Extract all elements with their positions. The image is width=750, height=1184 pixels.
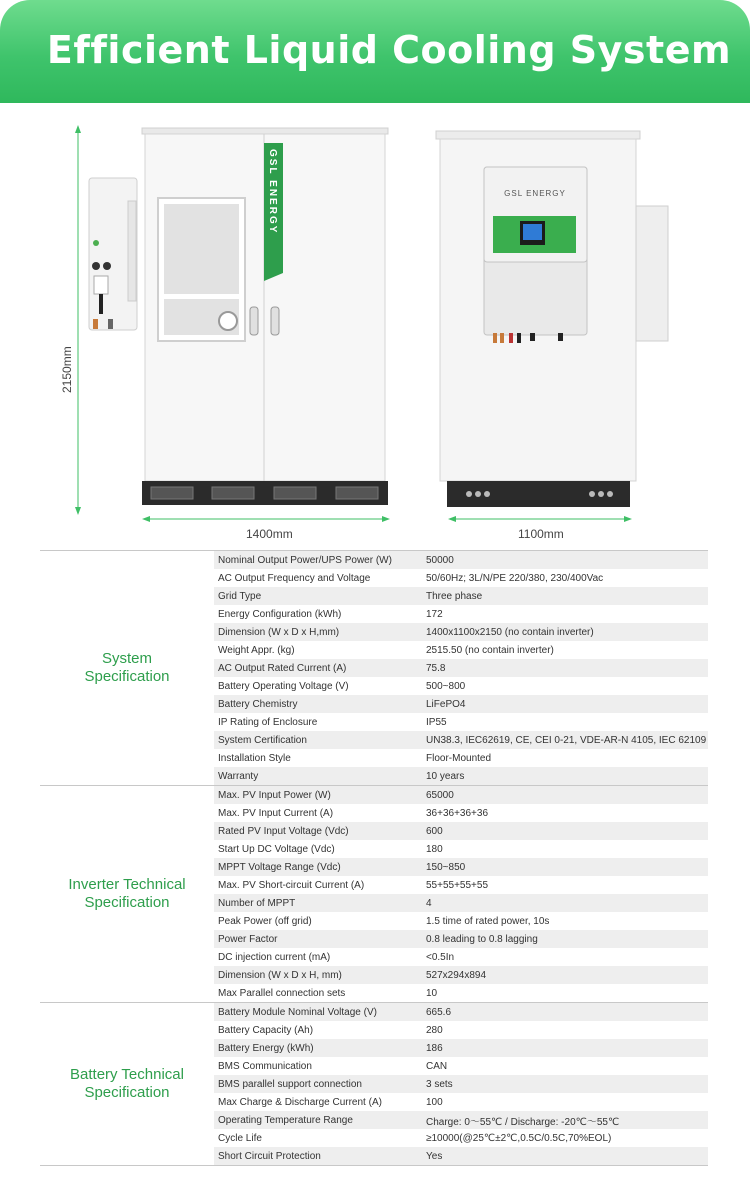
spec-value: Charge: 0～55℃ / Discharge: -20℃～55℃	[426, 1116, 620, 1128]
spec-value: 36+36+36+36	[426, 807, 489, 819]
spec-key: MPPT Voltage Range (Vdc)	[218, 861, 341, 873]
spec-value: 10	[426, 987, 438, 999]
spec-key: BMS Communication	[218, 1060, 312, 1072]
spec-value: Floor-Mounted	[426, 752, 492, 764]
right-cabinet	[436, 131, 668, 507]
spec-row	[214, 569, 708, 587]
width-dimension-label-right: 1100mm	[518, 527, 564, 541]
header-banner	[0, 0, 750, 103]
spec-key: IP Rating of Enclosure	[218, 716, 318, 728]
spec-value: 0.8 leading to 0.8 lagging	[426, 933, 538, 945]
spec-key: DC injection current (mA)	[218, 951, 331, 963]
spec-row	[214, 749, 708, 767]
spec-key: Max. PV Short-circuit Current (A)	[218, 879, 365, 891]
spec-row	[214, 984, 708, 1002]
spec-key: Max Charge & Discharge Current (A)	[218, 1096, 382, 1108]
spec-value: 172	[426, 608, 443, 620]
spec-row	[214, 731, 708, 749]
spec-key: Power Factor	[218, 933, 278, 945]
spec-value: Yes	[426, 1150, 443, 1162]
spec-row	[214, 713, 708, 731]
spec-key: Warranty	[218, 770, 259, 782]
spec-key: Start Up DC Voltage (Vdc)	[218, 843, 335, 855]
spec-row	[214, 840, 708, 858]
spec-value: 280	[426, 1024, 443, 1036]
spec-section-title	[40, 1003, 214, 1165]
spec-section-title	[40, 786, 214, 1002]
spec-key: Dimension (W x D x H,mm)	[218, 626, 340, 638]
spec-key: Peak Power (off grid)	[218, 915, 312, 927]
section-title-line: Specification	[84, 1084, 170, 1101]
spec-row	[214, 966, 708, 984]
spec-value: LiFePO4	[426, 698, 466, 710]
section-title-line: Specification	[84, 894, 170, 911]
spec-row	[214, 659, 708, 677]
spec-value: 150~850	[426, 861, 466, 873]
spec-row	[214, 767, 708, 785]
spec-key: AC Output Frequency and Voltage	[218, 572, 371, 584]
spec-row	[214, 551, 708, 569]
spec-row	[214, 786, 708, 804]
spec-key: Grid Type	[218, 590, 262, 602]
spec-key: Nominal Output Power/UPS Power (W)	[218, 554, 392, 566]
spec-row	[214, 858, 708, 876]
spec-key: Battery Energy (kWh)	[218, 1042, 314, 1054]
spec-value: 100	[426, 1096, 443, 1108]
spec-row	[214, 1039, 708, 1057]
spec-row	[214, 1075, 708, 1093]
spec-key: Dimension (W x D x H, mm)	[218, 969, 342, 981]
spec-row	[214, 587, 708, 605]
spec-key: Battery Operating Voltage (V)	[218, 680, 349, 692]
width-dimension-line-right	[448, 516, 632, 522]
spec-value: 4	[426, 897, 432, 909]
spec-value: ≥10000(@25℃±2℃,0.5C/0.5C,70%EOL)	[426, 1132, 612, 1144]
spec-row	[214, 1021, 708, 1039]
spec-value: CAN	[426, 1060, 448, 1072]
side-electrical-box	[89, 178, 137, 330]
spec-table	[40, 550, 708, 1166]
spec-row	[214, 1093, 708, 1111]
spec-row	[214, 912, 708, 930]
section-title-line: Inverter Technical	[68, 876, 186, 893]
product-drawing	[0, 103, 750, 550]
section-title-line: Battery Technical	[70, 1066, 184, 1083]
spec-value: 600	[426, 825, 443, 837]
spec-key: Number of MPPT	[218, 897, 296, 909]
spec-key: Installation Style	[218, 752, 291, 764]
spec-row	[214, 1147, 708, 1165]
spec-value: 500~800	[426, 680, 466, 692]
spec-row	[214, 1057, 708, 1075]
spec-value: 10 years	[426, 770, 465, 782]
spec-key: Battery Chemistry	[218, 698, 298, 710]
spec-row	[214, 894, 708, 912]
width-dimension-line-left	[142, 516, 390, 522]
spec-value: UN38.3, IEC62619, CE, CEI 0-21, VDE-AR-N 4105, IEC 62109	[426, 734, 707, 746]
spec-key: System Certification	[218, 734, 307, 746]
spec-key: Max. PV Input Power (W)	[218, 789, 331, 801]
spec-row	[214, 930, 708, 948]
spec-row	[214, 1129, 708, 1147]
spec-key: Cycle Life	[218, 1132, 262, 1144]
spec-row	[214, 1003, 708, 1021]
spec-value: 1.5 time of rated power, 10s	[426, 915, 550, 927]
spec-row	[214, 677, 708, 695]
spec-value: 75.8	[426, 662, 446, 674]
spec-value: 3 sets	[426, 1078, 453, 1090]
spec-value: 527x294x894	[426, 969, 487, 981]
spec-value: 2515.50 (no contain inverter)	[426, 644, 554, 656]
spec-key: Battery Module Nominal Voltage (V)	[218, 1006, 377, 1018]
spec-value: 65000	[426, 789, 454, 801]
spec-key: Rated PV Input Voltage (Vdc)	[218, 825, 349, 837]
spec-key: Energy Configuration (kWh)	[218, 608, 342, 620]
spec-key: Operating Temperature Range	[218, 1114, 353, 1126]
spec-row	[214, 623, 708, 641]
spec-row	[214, 605, 708, 623]
spec-section	[40, 1002, 708, 1166]
spec-value: 50000	[426, 554, 454, 566]
spec-value: 665.6	[426, 1006, 452, 1018]
spec-row	[214, 641, 708, 659]
main-cabinet	[142, 128, 388, 505]
height-dimension-label: 2150mm	[60, 346, 74, 393]
spec-value: Three phase	[426, 590, 483, 602]
section-title-line: System	[101, 650, 152, 667]
spec-key: Battery Capacity (Ah)	[218, 1024, 314, 1036]
section-title-line: Specification	[84, 668, 170, 685]
spec-row	[214, 804, 708, 822]
height-dimension-line	[75, 125, 81, 515]
spec-value: 1400x1100x2150 (no contain inverter)	[426, 626, 594, 638]
spec-section	[40, 785, 708, 1002]
spec-value: 180	[426, 843, 443, 855]
spec-section-title	[40, 551, 214, 785]
spec-key: Weight Appr. (kg)	[218, 644, 295, 656]
spec-key: Max Parallel connection sets	[218, 987, 346, 999]
spec-key: Short Circuit Protection	[218, 1150, 321, 1162]
spec-row	[214, 695, 708, 713]
spec-row	[214, 948, 708, 966]
page-title: Efficient Liquid Cooling System	[46, 28, 732, 72]
spec-value: 55+55+55+55	[426, 879, 489, 891]
spec-row	[214, 876, 708, 894]
spec-row	[214, 1111, 708, 1129]
width-dimension-label-left: 1400mm	[246, 527, 293, 541]
cabinet-brand-label: GSL ENERGY	[267, 149, 278, 235]
spec-value: 50/60Hz; 3L/N/PE 220/380, 230/400Vac	[426, 572, 604, 584]
spec-key: AC Output Rated Current (A)	[218, 662, 347, 674]
product-illustration	[0, 103, 750, 550]
spec-value: IP55	[426, 716, 447, 728]
inverter-brand-label: GSL ENERGY	[504, 189, 566, 198]
spec-section	[40, 550, 708, 785]
spec-key: Max. PV Input Current (A)	[218, 807, 334, 819]
spec-value: <0.5In	[426, 951, 455, 963]
spec-value: 186	[426, 1042, 443, 1054]
spec-row	[214, 822, 708, 840]
spec-key: BMS parallel support connection	[218, 1078, 362, 1090]
